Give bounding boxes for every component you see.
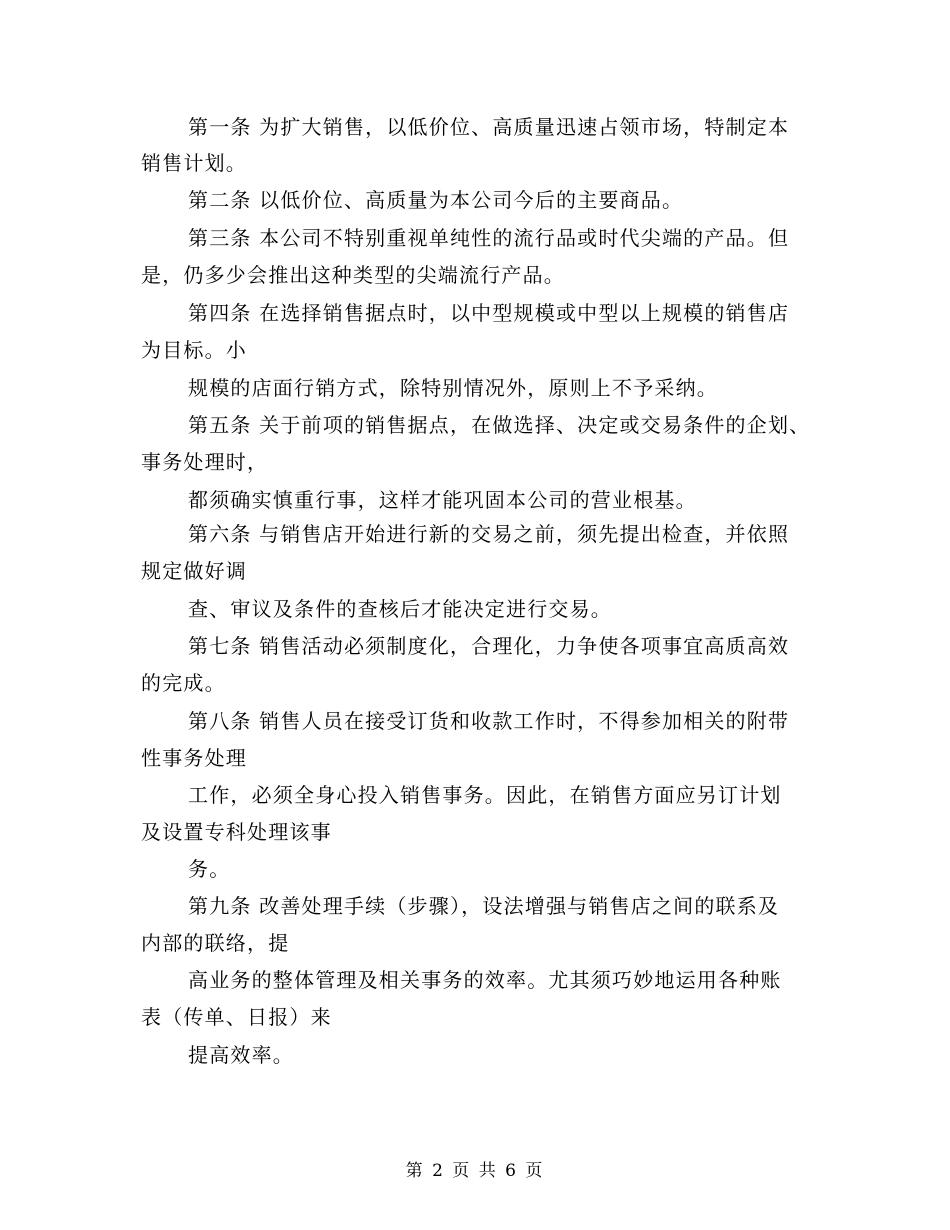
article-4-line-3: 规模的店面行销方式，除特别情况外，原则上不予采纳。 [188, 376, 718, 400]
article-5-line-1: 第五条 关于前项的销售据点，在做选择、决定或交易条件的企划、 [188, 413, 811, 437]
article-8-line-2: 性事务处理 [141, 746, 247, 770]
article-6-line-1: 第六条 与销售店开始进行新的交易之前，须先提出检查，并依照 [188, 522, 790, 546]
article-5-line-3: 都须确实慎重行事，这样才能巩固本公司的营业根基。 [188, 488, 697, 512]
article-9-line-4: 表（传单、日报）来 [141, 1005, 332, 1029]
page-number-footer: 第 2 页 共 6 页 [405, 1161, 545, 1181]
article-3-line-1: 第三条 本公司不特别重视单纯性的流行品或时代尖端的产品。但 [188, 226, 790, 250]
article-8-line-3: 工作，必须全身心投入销售事务。因此，在销售方面应另订计划 [188, 783, 782, 807]
article-9-line-2: 内部的联络，提 [141, 931, 290, 955]
article-1-line-2: 销售计划。 [141, 151, 247, 175]
article-7-line-2: 的完成。 [141, 671, 226, 695]
article-9-line-3: 高业务的整体管理及相关事务的效率。尤其须巧妙地运用各种账 [188, 968, 782, 992]
article-6-line-2: 规定做好调 [141, 559, 247, 583]
article-9-line-5: 提高效率。 [188, 1043, 294, 1067]
article-3-line-2: 是，仍多少会推出这种类型的尖端流行产品。 [141, 263, 565, 287]
article-4-line-1: 第四条 在选择销售据点时，以中型规模或中型以上规模的销售店 [188, 301, 790, 325]
article-5-line-2: 事务处理时， [141, 450, 269, 474]
article-1-line-1: 第一条 为扩大销售，以低价位、高质量迅速占领市场，特制定本 [188, 115, 790, 139]
article-7-line-1: 第七条 销售活动必须制度化，合理化，力争使各项事宜高质高效 [188, 634, 790, 658]
article-8-line-4: 及设置专科处理该事 [141, 820, 332, 844]
article-8-line-1: 第八条 销售人员在接受订货和收款工作时，不得参加相关的附带 [188, 709, 790, 733]
article-6-line-3: 查、审议及条件的查核后才能决定进行交易。 [188, 597, 612, 621]
article-8-line-5: 务。 [188, 857, 231, 881]
article-2-line-1: 第二条 以低价位、高质量为本公司今后的主要商品。 [188, 188, 684, 212]
article-4-line-2: 为目标。小 [141, 338, 247, 362]
article-9-line-1: 第九条 改善处理手续（步骤），设法增强与销售店之间的联系及 [188, 894, 780, 918]
